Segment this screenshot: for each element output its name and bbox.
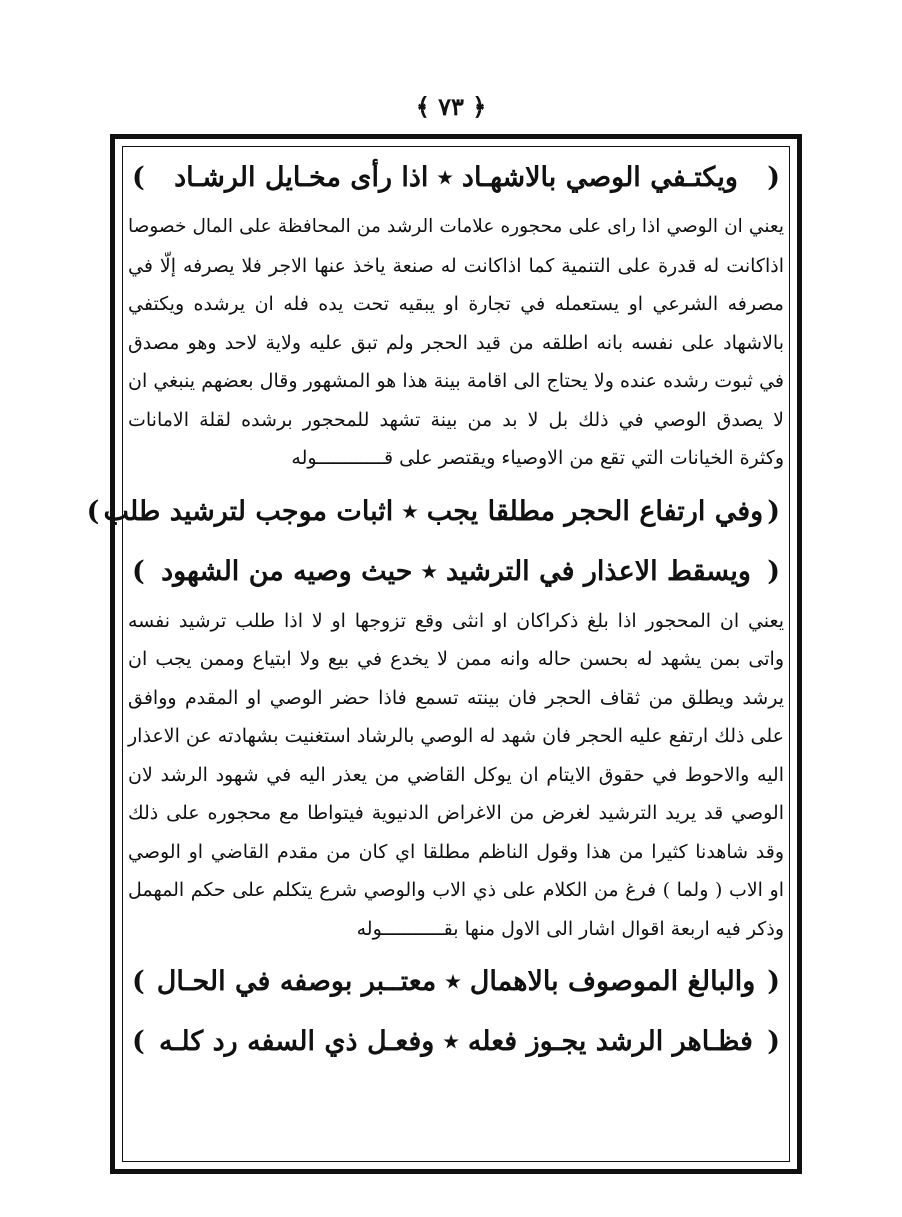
verse-open-paren: ( (767, 495, 780, 527)
verse-text: فظـاهر الرشد يجـوز فعله ٭ وفعـل ذي السفه رد كلـه (159, 1026, 753, 1057)
commentary-line: في ثبوت رشده عنده ولا يحتاج الى اقامة بينة هذا هو المشهور وقال بعضهم ينبغي ان (128, 370, 784, 392)
commentary-line: بالاشهاد على نفسه بانه اطلقه من قيد الحجر ولم تبق عليه ولاية لاحد وهو مصدق (128, 331, 784, 354)
verse-text: ويسقط الاعذار في الترشيد ٭ حيث وصيه من الشهود (161, 555, 751, 587)
verse-open-paren: ( (767, 162, 780, 193)
commentary (128, 208, 784, 478)
commentary-line: يعني ان المحجور اذا بلغ ذكراكان او انثى وقع تزوجها او لا اذا طلب ترشيد نفسه (128, 609, 784, 632)
page-number: ﴾ ٧٣ ﴿ (415, 92, 487, 121)
verse-text: ويكتـفي الوصي بالاشهـاد ٭ اذا رأى مخـايل الرشـاد (174, 162, 738, 193)
commentary-line: او الاب ( ولما ) فرغ من الكلام على ذي الاب والوصي شرع يتكلم على حكم المهمل (128, 879, 784, 901)
verse-close-paren: ) (86, 495, 100, 527)
verse-close-paren: ) (132, 555, 145, 587)
commentary-line: وقد شاهدنا كثيرا من هذا وقول الناظم مطلقا اي كان من مقدم القاضي او الوصي (128, 840, 784, 863)
commentary-line: لا يصدق الوصي في ذلك بل لا بد من بينة تشهد للمحجور برشده لقلة الامانات (128, 408, 784, 431)
page-body (86, 148, 784, 1072)
commentary-line: مصرفه الشرعي او يستعمله في تجارة او يبقيه تحت يده فله ان يرشده ويكتفي (128, 293, 784, 315)
verse (128, 148, 784, 208)
verse (128, 542, 784, 602)
commentary-line: على ذلك ارتفع عليه الحجر فان شهد له الوصي بالرشاد استغنيت بشهادته عن الاعذار (128, 725, 784, 747)
verse (128, 952, 784, 1012)
commentary-line: وكثرة الخيانات التي تقع من الاوصياء ويقتصر على قــــــــــــوله (291, 447, 784, 469)
commentary-line: اذاكانت له قدرة على التنمية كما اذاكانت له صنعة ياخذ عنها الاجر فلا يصرفه إلّا في (128, 254, 784, 277)
verse-close-paren: ) (132, 966, 145, 997)
verse-close-paren: ) (132, 1026, 145, 1057)
verse (128, 1012, 784, 1072)
verse (86, 482, 784, 542)
commentary (128, 602, 784, 949)
verse-text: وفي ارتفاع الحجر مطلقا يجب ٭ اثبات موجب لترشيد طلب (103, 495, 764, 527)
commentary-line: وذكر فيه اربعة اقوال اشار الى الاول منها بقـــــــــــوله (356, 917, 784, 940)
commentary-line: يعني ان الوصي اذا راى على محجوره علامات الرشد من المحافظة على المال خصوصا (128, 216, 784, 237)
verse-open-paren: ( (767, 555, 780, 587)
commentary-line: واتى بمن يشهد له بحسن حاله وانه ممن لا يخدع في بيع ولا ابتياع وممن يجب ان (128, 648, 784, 670)
commentary-line: يرشد ويطلق من ثقاف الحجر فان بينته تسمع فاذا حضر الوصي او المقدم ووافق (128, 686, 784, 709)
verse-text: والبالغ الموصوف بالاهمال ٭ معتــبر بوصفه في الحـال (156, 966, 756, 997)
verse-close-paren: ) (132, 162, 145, 193)
verse-open-paren: ( (767, 1026, 780, 1057)
verse-open-paren: ( (767, 966, 780, 997)
commentary-line: الوصي قد يريد الترشيد لغرض من الاغراض الدنيوية فيتواطا مع محجوره على ذلك (128, 802, 784, 824)
commentary-line: اليه والاحوط في حقوق الايتام ان يوكل القاضي من يعذر اليه في شهود الرشد لان (128, 763, 784, 786)
